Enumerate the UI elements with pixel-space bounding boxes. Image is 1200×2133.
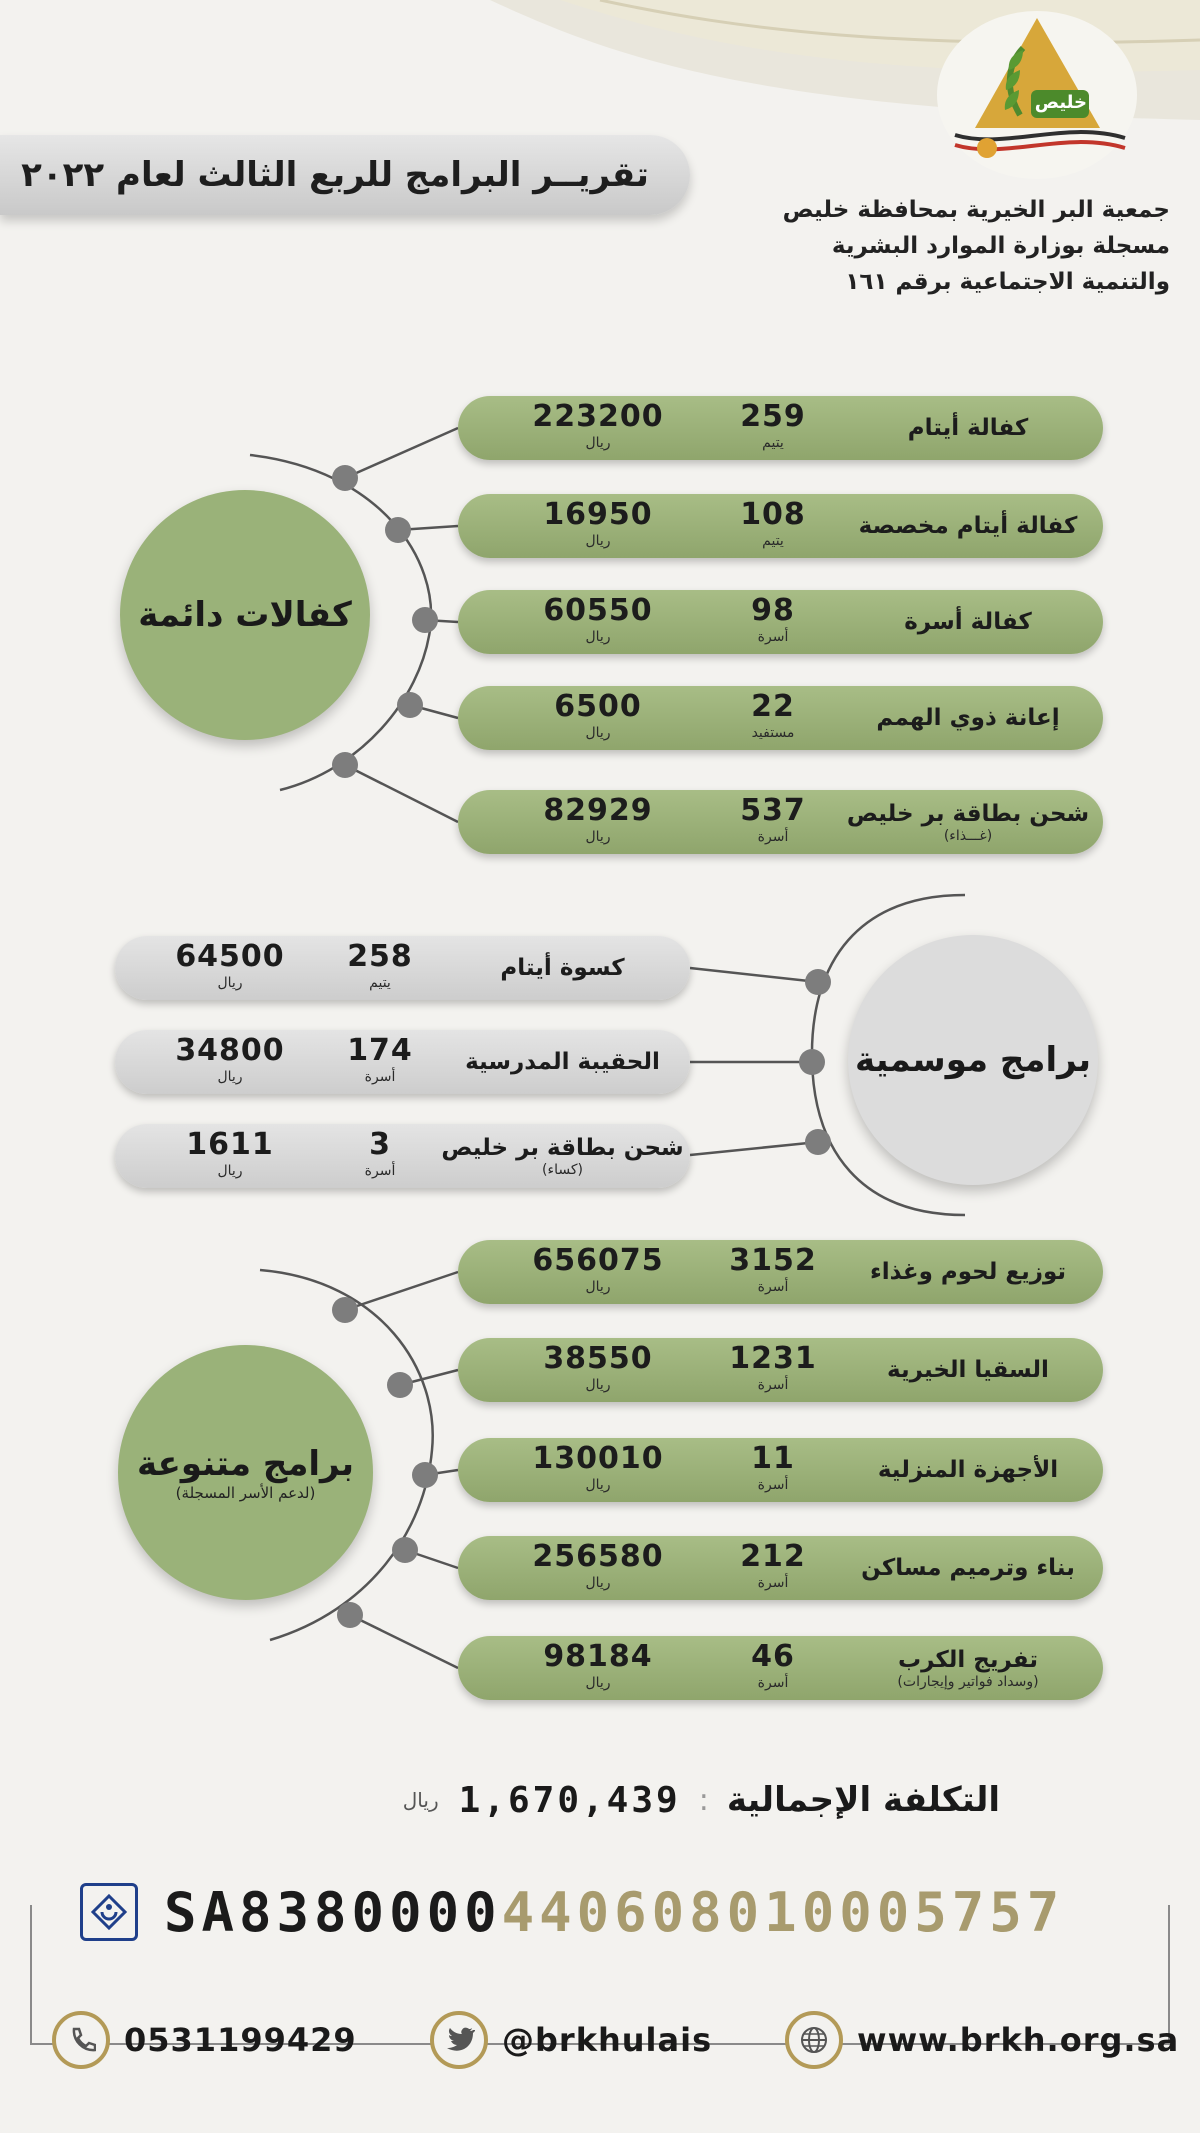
- total-value: 1,670,439: [458, 1779, 681, 1821]
- program-count-value: 258: [347, 939, 413, 974]
- program-amount: [498, 494, 698, 558]
- program-name: شحن بطاقة بر خليص: [441, 1135, 684, 1161]
- program-count-unit: أسرة: [757, 1279, 789, 1295]
- program-count-unit: يتيم: [762, 435, 784, 451]
- program-amount-unit: ريال: [585, 1377, 611, 1393]
- organization-info: [750, 192, 1170, 300]
- program-amount-value: 34800: [175, 1033, 285, 1068]
- org-line-2: مسجلة بوزارة الموارد البشرية: [831, 233, 1170, 259]
- program-count-unit: يتيم: [369, 975, 391, 991]
- program-amount: [498, 590, 698, 654]
- program-name: بناء وترميم مساكن: [861, 1555, 1075, 1581]
- program-name: كفالة أسرة: [904, 609, 1032, 635]
- program-amount-unit: ريال: [585, 1675, 611, 1691]
- program-label: [838, 1536, 1098, 1600]
- bank-logo-icon: [80, 1883, 138, 1941]
- org-line-1: جمعية البر الخيرية بمحافظة خليص: [782, 197, 1170, 223]
- twitter-handle: @brkhulais: [502, 2021, 713, 2059]
- section-title-various: برامج متنوعة: [137, 1443, 354, 1484]
- program-amount: [140, 936, 320, 1000]
- program-label: [838, 790, 1098, 854]
- program-count-value: 108: [740, 497, 806, 532]
- program-amount: [498, 1338, 698, 1402]
- program-count: [713, 590, 833, 654]
- program-amount-value: 64500: [175, 939, 285, 974]
- program-amount: [140, 1030, 320, 1094]
- program-count-unit: أسرة: [757, 629, 789, 645]
- program-count-unit: أسرة: [757, 1477, 789, 1493]
- program-count-unit: أسرة: [364, 1163, 396, 1179]
- org-line-3: والتنمية الاجتماعية برقم ١٦١: [845, 269, 1170, 295]
- iban-part-1: SA8380000: [164, 1880, 502, 1944]
- program-name: إعانة ذوي الهمم: [876, 705, 1060, 731]
- program-count: [713, 1338, 833, 1402]
- program-amount-value: 98184: [543, 1639, 653, 1674]
- program-amount-value: 223200: [532, 399, 664, 434]
- program-name: الحقيبة المدرسية: [465, 1049, 660, 1075]
- program-count-unit: أسرة: [757, 1675, 789, 1691]
- permanent-program-row: [458, 686, 1103, 750]
- program-count-unit: أسرة: [364, 1069, 396, 1085]
- phone-number: 0531199429: [124, 2021, 357, 2059]
- various-program-row: [458, 1240, 1103, 1304]
- permanent-program-row: [458, 790, 1103, 854]
- program-amount-value: 60550: [543, 593, 653, 628]
- seasonal-program-row: [115, 1030, 690, 1094]
- program-name: الأجهزة المنزلية: [877, 1457, 1059, 1483]
- program-amount: [498, 1438, 698, 1502]
- program-name: السقيا الخيرية: [887, 1357, 1049, 1383]
- program-label: [838, 1438, 1098, 1502]
- program-label: [838, 494, 1098, 558]
- program-count-unit: مستفيد: [751, 725, 795, 741]
- program-count-unit: يتيم: [762, 533, 784, 549]
- program-label: [440, 1030, 685, 1094]
- various-program-row: [458, 1636, 1103, 1700]
- program-count: [325, 1030, 435, 1094]
- program-amount: [498, 396, 698, 460]
- organization-logo: [935, 10, 1140, 180]
- various-program-row: [458, 1338, 1103, 1402]
- phone-icon: [52, 2011, 110, 2069]
- program-label: [440, 936, 685, 1000]
- program-amount-value: 82929: [543, 793, 653, 828]
- program-count-value: 3: [369, 1127, 391, 1162]
- program-count: [713, 1240, 833, 1304]
- program-amount-value: 6500: [554, 689, 642, 724]
- program-amount-value: 130010: [532, 1441, 664, 1476]
- program-count: [713, 396, 833, 460]
- program-name: كسوة أيتام: [500, 955, 625, 981]
- section-subtitle-various: (لدعم الأسر المسجلة): [175, 1483, 316, 1502]
- program-amount: [140, 1124, 320, 1188]
- total-label: التكلفة الإجمالية: [726, 1780, 1000, 1820]
- section-circle-various: [118, 1345, 373, 1600]
- program-amount-value: 1611: [186, 1127, 274, 1162]
- program-name: كفالة أيتام مخصصة: [858, 513, 1078, 539]
- program-amount-unit: ريال: [585, 1575, 611, 1591]
- program-note: (وسداد فواتير وإيجارات): [897, 1674, 1039, 1690]
- permanent-program-row: [458, 590, 1103, 654]
- program-amount: [498, 686, 698, 750]
- program-label: [838, 1338, 1098, 1402]
- report-title-banner: [0, 135, 690, 215]
- program-amount-unit: ريال: [585, 1279, 611, 1295]
- twitter-icon: [430, 2011, 488, 2069]
- program-count-value: 1231: [729, 1341, 817, 1376]
- program-count-value: 22: [751, 689, 795, 724]
- program-amount-unit: ريال: [585, 829, 611, 845]
- total-colon: :: [698, 1782, 709, 1818]
- program-label: [838, 590, 1098, 654]
- website-url: www.brkh.org.sa: [857, 2021, 1180, 2059]
- program-count: [713, 790, 833, 854]
- section-circle-permanent: [120, 490, 370, 740]
- program-amount: [498, 1636, 698, 1700]
- program-count-unit: أسرة: [757, 1377, 789, 1393]
- program-count-unit: أسرة: [757, 829, 789, 845]
- program-count: [325, 1124, 435, 1188]
- seasonal-program-row: [115, 1124, 690, 1188]
- program-count: [325, 936, 435, 1000]
- section-circle-seasonal: [848, 935, 1098, 1185]
- section-title-permanent: كفالات دائمة: [138, 595, 352, 635]
- total-unit: ريال: [402, 1788, 439, 1812]
- program-count-value: 537: [740, 793, 806, 828]
- permanent-program-row: [458, 396, 1103, 460]
- program-label: [838, 1240, 1098, 1304]
- program-amount-unit: ريال: [217, 975, 243, 991]
- program-count-value: 98: [751, 593, 795, 628]
- program-name: كفالة أيتام: [907, 415, 1029, 441]
- contact-phone[interactable]: [52, 2010, 357, 2070]
- program-amount-unit: ريال: [585, 435, 611, 451]
- program-amount-unit: ريال: [217, 1069, 243, 1085]
- program-name: تفريج الكرب: [897, 1647, 1039, 1673]
- program-amount-value: 38550: [543, 1341, 653, 1376]
- program-amount-unit: ريال: [585, 725, 611, 741]
- permanent-program-row: [458, 494, 1103, 558]
- seasonal-program-row: [115, 936, 690, 1000]
- program-count-unit: أسرة: [757, 1575, 789, 1591]
- program-count-value: 11: [751, 1441, 795, 1476]
- contact-website[interactable]: [785, 2010, 1179, 2070]
- program-count-value: 3152: [729, 1243, 817, 1278]
- program-amount-value: 16950: [543, 497, 653, 532]
- program-amount-unit: ريال: [585, 629, 611, 645]
- program-label: [440, 1124, 685, 1188]
- program-amount-value: 256580: [532, 1539, 664, 1574]
- program-note: (كساء): [542, 1162, 583, 1178]
- program-name: شحن بطاقة بر خليص: [846, 801, 1090, 827]
- contact-twitter[interactable]: [430, 2010, 712, 2070]
- program-count-value: 174: [347, 1033, 413, 1068]
- program-amount: [498, 1240, 698, 1304]
- globe-icon: [785, 2011, 843, 2069]
- program-name: توزيع لحوم وغذاء: [869, 1259, 1067, 1285]
- total-cost: [220, 1770, 1000, 1830]
- section-title-seasonal: برامج موسمية: [854, 1040, 1092, 1080]
- program-amount-unit: ريال: [585, 1477, 611, 1493]
- program-amount-unit: ريال: [217, 1163, 243, 1179]
- program-label: [838, 1636, 1098, 1700]
- logo-text: خليص: [1034, 92, 1087, 113]
- program-count: [713, 1536, 833, 1600]
- program-count-value: 46: [751, 1639, 795, 1674]
- program-count: [713, 686, 833, 750]
- various-program-row: [458, 1438, 1103, 1502]
- program-count: [713, 1636, 833, 1700]
- program-amount-value: 656075: [532, 1243, 664, 1278]
- program-amount: [498, 1536, 698, 1600]
- program-count-value: 212: [740, 1539, 806, 1574]
- various-program-row: [458, 1536, 1103, 1600]
- iban-part-2: 440608010005757: [501, 1880, 1065, 1944]
- program-note: (غـــذاء): [943, 828, 993, 844]
- program-label: [838, 396, 1098, 460]
- program-count: [713, 494, 833, 558]
- report-title: تقريــر البرامج للربع الثالث لعام ٢٠٢٢: [21, 155, 649, 195]
- program-amount: [498, 790, 698, 854]
- program-count: [713, 1438, 833, 1502]
- program-label: [838, 686, 1098, 750]
- program-count-value: 259: [740, 399, 806, 434]
- program-amount-unit: ريال: [585, 533, 611, 549]
- iban-bar: [70, 1873, 1135, 1951]
